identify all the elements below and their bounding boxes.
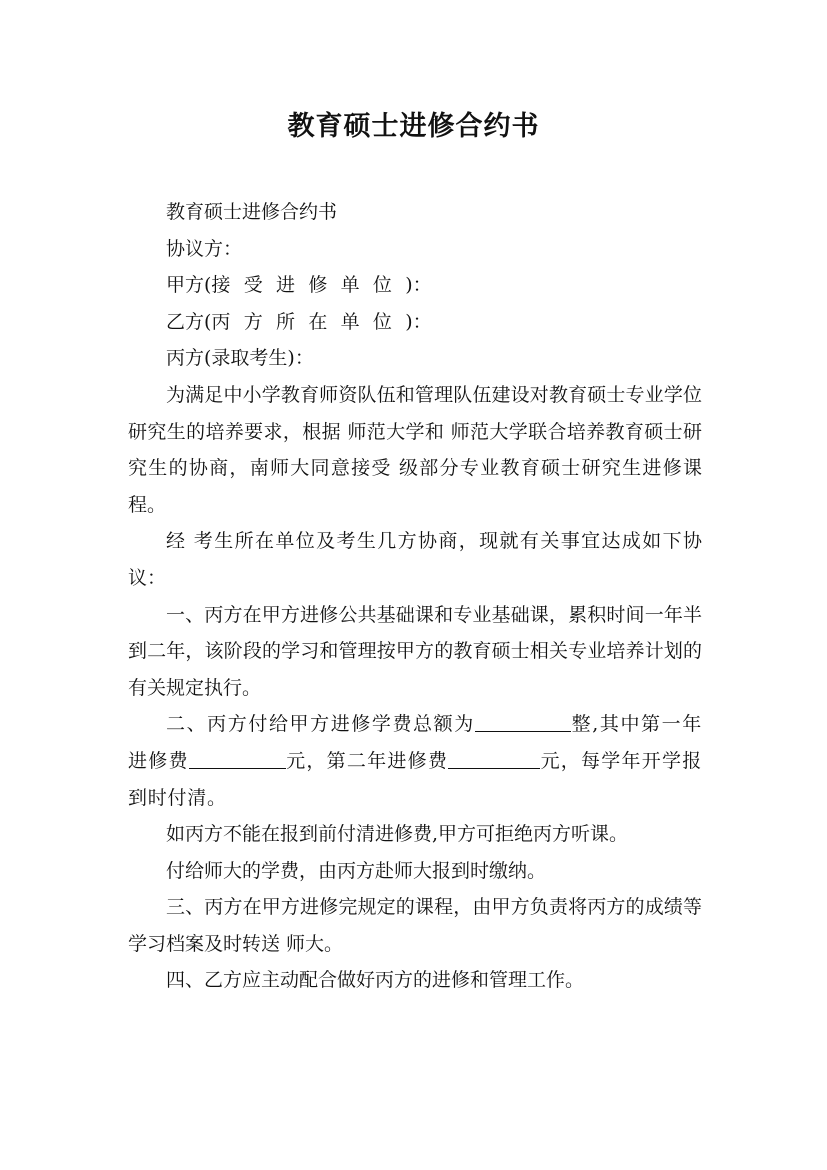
party-c-line: 丙方(录取考生)： <box>166 347 314 370</box>
purpose-paragraph: 为满足中小学教育师资队伍和管理队伍建设对教育硕士专业学位研究生的培养要求，根据 师范大学和 师范大学联合培养教育硕士研究生的协商，南师大同意接受 级部分专业教育硕士研究生进修课程。 <box>128 383 702 516</box>
clause-three: 三、丙方在甲方进修完规定的课程，由甲方负责将丙方的成绩等学习档案及时转送 师大。 <box>128 896 702 955</box>
clause-two <box>128 706 702 816</box>
clause-two-part-b: 整,其中第一年进修费 <box>128 713 702 772</box>
second-year-fee-blank <box>448 748 540 769</box>
clause-two-part-a: 二、丙方付给甲方进修学费总额为 <box>166 713 475 736</box>
party-a-line <box>128 267 702 304</box>
document-body <box>128 194 702 999</box>
party-b-suffix: )： <box>405 310 432 333</box>
party-b-prefix: 乙方( <box>166 310 212 333</box>
payment-refusal-paragraph: 如丙方不能在报到前付清进修费,甲方可拒绝丙方听课。 <box>166 823 629 846</box>
tuition-payment-paragraph: 付给师大的学费，由丙方赴师大报到时缴纳。 <box>166 859 547 882</box>
clause-one: 一、丙方在甲方进修公共基础课和专业基础课，累积时间一年半到二年，该阶段的学习和管理按甲方的教育硕士相关专业培养计划的有关规定执行。 <box>128 603 702 699</box>
contract-subtitle: 教育硕士进修合约书 <box>166 201 338 223</box>
agreement-intro-paragraph: 经 考生所在单位及考生几方协商，现就有关事宜达成如下协议： <box>128 530 702 589</box>
clause-two-part-d: 元，每学年开学报到时付清。 <box>128 749 702 809</box>
first-year-fee-blank <box>189 748 286 769</box>
document-title: 教育硕士进修合约书 <box>287 111 540 142</box>
total-fee-blank <box>475 711 571 732</box>
party-a-role: 接受进修单位 <box>211 274 406 297</box>
clause-four: 四、乙方应主动配合做好丙方的进修和管理工作。 <box>166 969 585 992</box>
parties-heading: 协议方： <box>166 237 243 260</box>
party-a-suffix: )： <box>405 274 432 297</box>
party-b-role: 丙方所在单位 <box>211 310 406 333</box>
party-b-line <box>128 304 702 341</box>
clause-two-part-c: 元，第二年进修费 <box>285 749 449 772</box>
party-a-prefix: 甲方( <box>166 274 212 297</box>
